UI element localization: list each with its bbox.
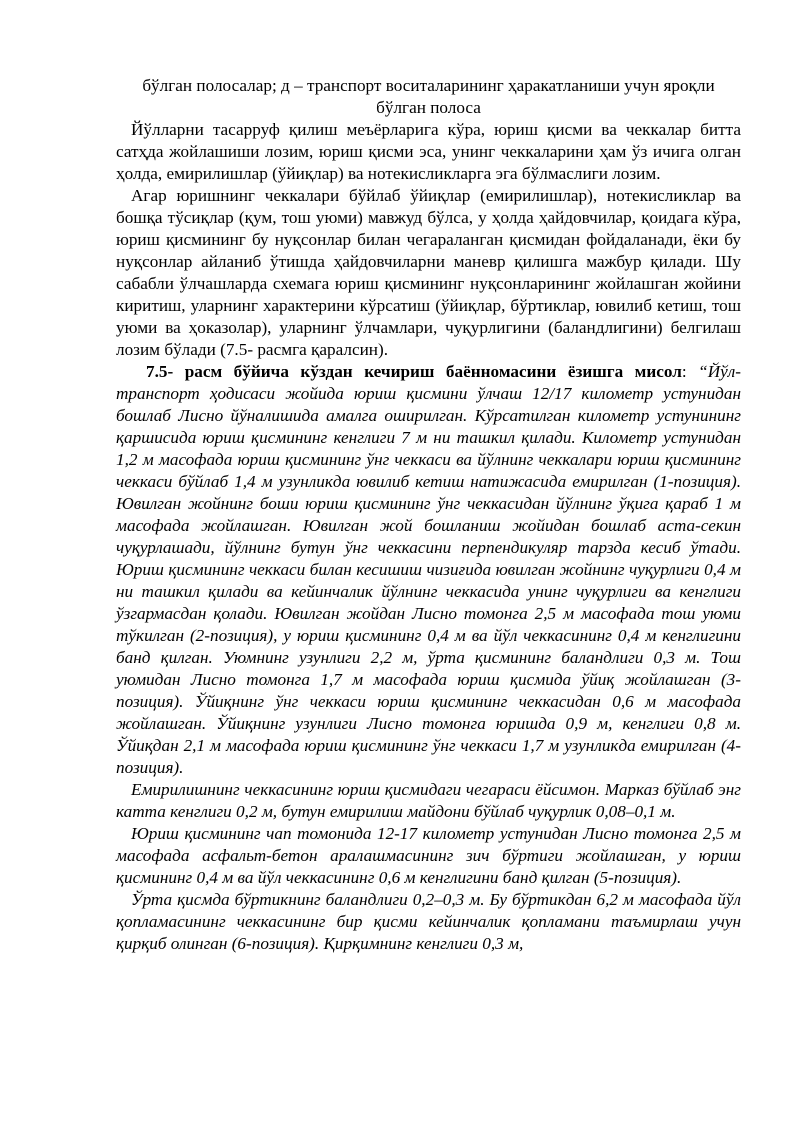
- example-heading: 7.5- расм бўйича кўздан кечириш баённомасини ёзишга мисол: [146, 362, 682, 381]
- figure-caption: бўлган полосалар; д – транспорт воситаларининг ҳаракатланиши учун яроқли бўлган полоса: [142, 76, 715, 117]
- italic-paragraph: Емирилишнинг чеккасининг юриш қисмидаги чегараси ёйсимон. Марказ бўйлаб энг катта кенглиги 0,2 м, бутун емирилиш майдони бўйлаб чуқурлик 0,08–0,1 м.: [116, 780, 741, 821]
- example-colon: :: [681, 362, 699, 381]
- example-paragraph: [116, 361, 741, 779]
- document-page: [116, 75, 741, 955]
- italic-paragraph: Юриш қисмининг чап томонида 12-17 километр устунидан Лисно томонга 2,5 м масофада асфальт-бетон аралашмасининг зич бўртиги жойлашган, у юриш қисмининг 0,4 м ва йўл чеккасининг 0,6 м кенглигини банд қилган (5-позиция).: [116, 824, 741, 887]
- italic-paragraph: Ўрта қисмда бўртикнинг баландлиги 0,2–0,3 м. Бу бўртикдан 6,2 м масофада йўл қопламасининг чеккасининг бир қисми кейинчалик қопламани таъмирлаш учун қирқиб олинган (6-позиция). Қирқимнинг кенглиги 0,3 м,: [116, 890, 741, 953]
- body-paragraph: Агар юришнинг чеккалари бўйлаб ўйиқлар (емирилишлар), нотекисликлар ва бошқа тўсиқлар (қум, тош уюми) мавжуд бўлса, у ҳолда ҳайдовчилар, қоидага кўра, юриш қисмининг бу нуқсонлар билан чегараланган қисмидан фойдаланади, ёки бу нуқсонлар айланиб ўтишда ҳайдовчиларни маневр қилишга мажбур қилади. Шу сабабли ўлчашларда схемага юриш қисмининг нуқсонларининг жойлашган жойини киритиш, уларнинг характерини кўрсатиш (ўйиқлар, бўртиклар, ювилиб кетиш, тош уюми ва ҳоказолар), уларнинг ўлчамлари, чуқурлигини (баландлигини) белгилаш лозим бўлади (7.5- расмга қаралсин).: [116, 186, 741, 359]
- body-paragraph: Йўлларни тасарруф қилиш меъёрларига кўра, юриш қисми ва чеккалар битта сатҳда жойлашиши лозим, юриш қисми эса, унинг чеккаларини ҳам ўз ичига олган ҳолда, емирилишлар (ўйиқлар) ва нотекисликларга эга бўлмаслиги лозим.: [116, 120, 741, 183]
- example-text: “Йўл-транспорт ҳодисаси жойида юриш қисмини ўлчаш 12/17 километр устунидан бошлаб Лисно йўналишида амалга оширилган. Кўрсатилган километр устунининг қаршисида юриш қисмининг кенглиги 7 м ни ташкил қилади. Километр устунидан 1,2 м масофада юриш қисмининг ўнг чеккаси ва йўлнинг чеккалари юриш қисмининг чеккаси бўйлаб 1,4 м узунликда ювилиб кетиш натижасида емирилган (1-позиция). Ювилган жойнинг боши юриш қисмининг ўнг чеккасидан йўлнинг ўқига қараб 1 м масофада жойлашган. Ювилган жой бошланиш жойидан бошлаб аста-секин чуқурлашади, йўлнинг бутун ўнг чеккасини перпендикуляр тарзда кесиб ўтади. Юриш қисмининг чеккаси билан кесишиш чизиғида ювилган жойнинг чуқурлиги 0,4 м ни ташкил қилади ва кейинчалик йўлнинг чеккасида унинг чуқурлиги ва кенглиги ўзгармасдан қолади. Ювилган жойдан Лисно томонга 2,5 м масофада тош уюми тўкилган (2-позиция), у юриш қисмининг 0,4 м ва йўл чеккасининг 0,4 м кенглигини банд қилган. Уюмнинг узунлиги 2,2 м, ўрта қисмининг баландлиги 0,3 м. Тош уюмидан Лисно томонга 1,7 м масофада юриш қисмида ўйиқ жойлашган (3-позиция). Ўйиқнинг ўнг чеккаси юриш қисмининг чеккасидан 0,6 м масофада жойлашган. Ўйиқнинг узунлиги Лисно томонга юришда 0,9 м, кенглиги 0,8 м. Ўйиқдан 2,1 м масофада юриш қисмининг ўнг чеккаси 1,7 м узунликда емирилган (4-позиция).: [116, 362, 741, 777]
